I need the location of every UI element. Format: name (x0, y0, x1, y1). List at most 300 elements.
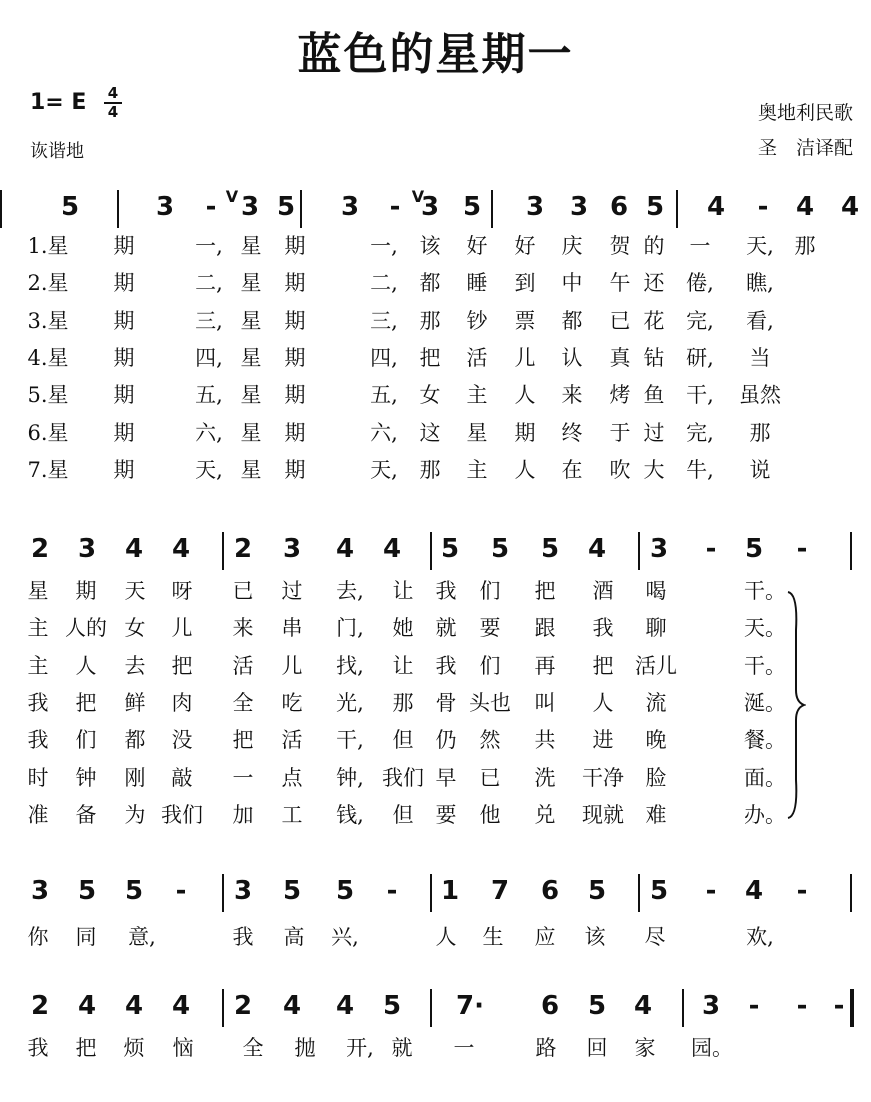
lyric-syllable: 五, (195, 383, 223, 408)
sustain-dash: - (705, 534, 717, 564)
lyric-syllable: 要 (479, 616, 501, 641)
lyric-syllable: 5.星 (27, 383, 69, 408)
lyric-syllable: 还 (643, 271, 665, 296)
lyric-syllable: 期 (284, 420, 306, 445)
lyric-syllable: 天, (195, 457, 223, 482)
lyric-syllable: 三, (370, 308, 398, 333)
note: 5 (649, 876, 669, 906)
lyric-syllable: 已 (609, 308, 631, 333)
note: 3 (77, 534, 97, 564)
lyric-syllable: 二, (195, 271, 223, 296)
lyric-syllable: 干。 (744, 579, 786, 603)
sustain-dash: - (748, 991, 760, 1021)
breath-mark: V (225, 187, 239, 206)
lyric-syllable: 我 (27, 1036, 49, 1060)
lyric-syllable: 都 (419, 271, 441, 296)
lyric-syllable: 期 (284, 383, 306, 408)
sustain-dash: - (833, 991, 845, 1021)
lyric-syllable: 高 (283, 925, 305, 949)
lyric-syllable: 人 (435, 925, 457, 949)
barline (222, 532, 224, 570)
lyric-syllable: 把 (171, 653, 193, 678)
barline (222, 989, 224, 1027)
note: 4 (282, 991, 302, 1021)
note: 5 (645, 192, 665, 222)
lyric-syllable: 路 (535, 1036, 557, 1060)
lyric-syllable: 把 (75, 690, 97, 715)
lyric-syllable: 烦 (123, 1036, 145, 1060)
lyric-syllable: 我 (27, 690, 49, 715)
lyric-syllable: 门, (336, 616, 364, 641)
lyric-syllable: 鱼 (643, 383, 665, 408)
lyric-syllable: 二, (370, 271, 398, 296)
lyric-syllable: 一, (370, 234, 398, 258)
note: 3 (525, 192, 545, 222)
lyric-syllable: 钻 (643, 345, 665, 370)
time-signature (104, 86, 122, 120)
note: 7 (490, 876, 510, 906)
lyric-syllable: 已 (479, 765, 501, 790)
lyric-syllable: 期 (113, 383, 135, 408)
lyric-syllable: 这 (419, 420, 441, 445)
lyric-syllable: 餐。 (744, 728, 786, 753)
lyric-syllable: 人 (592, 690, 614, 715)
sustain-dash: - (386, 876, 398, 906)
verse-brace (786, 590, 806, 820)
lyric-syllable: 星 (240, 271, 262, 296)
lyric-syllable: 期 (113, 420, 135, 445)
note: 3 (340, 192, 360, 222)
lyric-syllable: 那 (392, 690, 414, 715)
note: 5 (282, 876, 302, 906)
lyric-syllable: 园。 (691, 1036, 733, 1060)
lyric-syllable: 然 (479, 728, 501, 753)
lyric-syllable: 跟 (534, 616, 556, 641)
lyric-syllable: 开, (346, 1036, 374, 1060)
lyric-syllable: 活儿 (635, 653, 677, 678)
lyric-syllable: 人 (514, 457, 536, 482)
note: 3 (569, 192, 589, 222)
lyric-syllable: 回 (586, 1036, 608, 1060)
lyric-syllable: 过 (643, 420, 665, 445)
lyric-syllable: 你 (27, 925, 49, 949)
lyric-syllable: 期 (284, 308, 306, 333)
lyric-syllable: 把 (419, 345, 441, 370)
note: 3 (155, 192, 175, 222)
lyric-syllable: 中 (561, 271, 583, 296)
lyric-syllable: 一 (232, 765, 254, 790)
lyric-syllable: 我 (27, 728, 49, 753)
note: 4 (124, 534, 144, 564)
tempo-marking: 诙谐地 (30, 141, 84, 162)
note: 3 (420, 192, 440, 222)
barline (117, 190, 119, 228)
sustain-dash: - (796, 991, 808, 1021)
lyric-syllable: 骨 (435, 690, 457, 715)
lyric-syllable: 加 (232, 802, 254, 827)
sustain-dash: - (705, 876, 717, 906)
note: 3 (240, 192, 260, 222)
lyric-syllable: 天 (124, 579, 146, 603)
note: 2 (30, 534, 50, 564)
lyric-syllable: 研, (686, 345, 714, 370)
lyric-syllable: 仍 (435, 728, 457, 753)
note: 4 (171, 991, 191, 1021)
sustain-dash: - (796, 876, 808, 906)
lyric-syllable: 生 (482, 925, 504, 949)
lyric-syllable: 贺 (609, 234, 631, 258)
lyric-syllable: 全 (242, 1036, 264, 1060)
note: 3 (30, 876, 50, 906)
lyric-syllable: 人的 (65, 616, 107, 641)
lyric-syllable: 我们 (382, 765, 424, 790)
lyric-syllable: 把 (75, 1036, 97, 1060)
lyric-syllable: 天。 (744, 616, 786, 641)
barline (491, 190, 493, 228)
lyric-syllable: 同 (75, 925, 97, 949)
lyric-syllable: 家 (634, 1036, 656, 1060)
key-signature: 1= E (30, 90, 87, 115)
note: 5 (587, 876, 607, 906)
lyric-syllable: 六, (195, 420, 223, 445)
lyric-syllable: 尽 (644, 925, 666, 949)
lyric-syllable: 儿 (171, 616, 193, 641)
note: 4 (744, 876, 764, 906)
lyric-syllable: 活 (281, 728, 303, 753)
lyric-syllable: 串 (281, 616, 303, 641)
barline (638, 532, 640, 570)
lyric-syllable: 六, (370, 420, 398, 445)
note: 6 (540, 991, 560, 1021)
lyric-syllable: 星 (240, 345, 262, 370)
lyric-syllable: 已 (232, 579, 254, 603)
lyric-syllable: 期 (284, 345, 306, 370)
credit-origin: 奥地利民歌 (757, 102, 853, 124)
note: 5 (60, 192, 80, 222)
lyric-syllable: 但 (392, 728, 414, 753)
lyric-syllable: 女 (419, 383, 441, 408)
lyric-syllable: 兴, (331, 925, 359, 949)
note: 4 (335, 991, 355, 1021)
lyric-syllable: 面。 (744, 765, 786, 790)
note: 5 (440, 534, 460, 564)
note: 4 (633, 991, 653, 1021)
lyric-syllable: 睡 (466, 271, 488, 296)
note: 5 (587, 991, 607, 1021)
lyric-syllable: 把 (232, 728, 254, 753)
lyric-syllable: 牛, (686, 457, 714, 482)
final-barline (850, 989, 854, 1027)
lyric-syllable: 期 (113, 271, 135, 296)
lyric-syllable: 钱, (336, 802, 364, 827)
barline (0, 190, 2, 228)
lyric-syllable: 期 (75, 579, 97, 603)
lyric-syllable: 酒 (592, 579, 614, 603)
note: 2 (233, 534, 253, 564)
lyric-syllable: 钟 (75, 765, 97, 790)
lyric-syllable: 期 (284, 234, 306, 258)
note: 3 (701, 991, 721, 1021)
lyric-syllable: 把 (534, 579, 556, 603)
lyric-syllable: 主 (466, 457, 488, 482)
lyric-syllable: 那 (794, 234, 816, 258)
lyric-syllable: 五, (370, 383, 398, 408)
lyric-syllable: 活 (232, 653, 254, 678)
note: 5 (382, 991, 402, 1021)
lyric-syllable: 我 (435, 579, 457, 603)
note: 4 (795, 192, 815, 222)
lyric-syllable: 我 (435, 653, 457, 678)
lyric-syllable: 该 (419, 234, 441, 258)
lyric-syllable: 天, (370, 457, 398, 482)
lyric-syllable: 让 (392, 579, 414, 603)
lyric-syllable: 全 (232, 690, 254, 715)
lyric-syllable: 好 (466, 234, 488, 258)
lyric-syllable: 兑 (534, 802, 556, 827)
lyric-syllable: 叫 (534, 690, 556, 715)
lyric-syllable: 但 (392, 802, 414, 827)
lyric-syllable: 期 (284, 457, 306, 482)
lyric-syllable: 鲜 (124, 690, 146, 715)
lyric-syllable: 头也 (469, 690, 511, 715)
song-title: 蓝色的星期一 (297, 29, 574, 80)
lyric-syllable: 们 (479, 579, 501, 603)
lyric-syllable: 四, (195, 345, 223, 370)
lyric-syllable: 女 (124, 616, 146, 641)
note: 4 (124, 991, 144, 1021)
lyric-syllable: 备 (75, 802, 97, 827)
lyric-syllable: 期 (284, 271, 306, 296)
note: 3 (233, 876, 253, 906)
lyric-syllable: 恼 (172, 1036, 194, 1060)
lyric-syllable: 那 (419, 457, 441, 482)
lyric-syllable: 大 (643, 457, 665, 482)
lyric-syllable: 洗 (534, 765, 556, 790)
barline (676, 190, 678, 228)
lyric-syllable: 烤 (609, 383, 631, 408)
lyric-syllable: 准 (27, 802, 49, 827)
lyric-syllable: 票 (514, 308, 536, 333)
lyric-syllable: 2.星 (27, 271, 69, 296)
lyric-syllable: 在 (561, 457, 583, 482)
lyric-syllable: 刚 (124, 765, 146, 790)
sustain-dash: - (205, 192, 217, 222)
note: 5 (540, 534, 560, 564)
lyric-syllable: 花 (643, 308, 665, 333)
lyric-syllable: 我 (232, 925, 254, 949)
note: 2 (30, 991, 50, 1021)
lyric-syllable: 没 (171, 728, 193, 753)
note: 3 (649, 534, 669, 564)
barline (850, 874, 852, 912)
lyric-syllable: 时 (27, 765, 49, 790)
lyric-syllable: 真 (609, 345, 631, 370)
lyric-syllable: 说 (749, 457, 771, 482)
barline (300, 190, 302, 228)
barline (850, 532, 852, 570)
lyric-syllable: 看, (746, 308, 774, 333)
lyric-syllable: 1.星 (27, 234, 69, 258)
lyric-syllable: 主 (466, 383, 488, 408)
lyric-syllable: 就 (391, 1036, 413, 1060)
note: 1 (440, 876, 460, 906)
lyric-syllable: 一 (689, 234, 711, 258)
note: 5 (462, 192, 482, 222)
lyric-syllable: 活 (466, 345, 488, 370)
lyric-syllable: 要 (435, 802, 457, 827)
note: 6 (540, 876, 560, 906)
barline (430, 989, 432, 1027)
lyric-syllable: 期 (113, 308, 135, 333)
lyric-syllable: 再 (534, 653, 556, 678)
lyric-syllable: 星 (240, 308, 262, 333)
breath-mark: V (411, 187, 425, 206)
lyric-syllable: 期 (113, 234, 135, 258)
lyric-syllable: 光, (336, 690, 364, 715)
note: 5 (276, 192, 296, 222)
lyric-syllable: 一, (195, 234, 223, 258)
lyric-syllable: 把 (592, 653, 614, 678)
lyric-syllable: 让 (392, 653, 414, 678)
time-signature-top: 4 (107, 84, 119, 102)
lyric-syllable: 终 (561, 420, 583, 445)
lyric-syllable: 涎。 (744, 690, 786, 715)
lyric-syllable: 早 (435, 765, 457, 790)
lyric-syllable: 进 (592, 728, 614, 753)
barline (430, 874, 432, 912)
lyric-syllable: 点 (281, 765, 303, 790)
lyric-syllable: 干, (336, 728, 364, 753)
lyric-syllable: 午 (609, 271, 631, 296)
lyric-syllable: 期 (113, 345, 135, 370)
lyric-syllable: 7.星 (27, 457, 69, 482)
lyric-syllable: 星 (27, 579, 49, 603)
lyric-syllable: 来 (561, 383, 583, 408)
lyric-syllable: 工 (281, 802, 303, 827)
lyric-syllable: 们 (75, 728, 97, 753)
lyric-syllable: 为 (124, 802, 146, 827)
barline (638, 874, 640, 912)
barline (222, 874, 224, 912)
lyric-syllable: 倦, (686, 271, 714, 296)
sustain-dash: - (175, 876, 187, 906)
lyric-syllable: 找, (336, 653, 364, 678)
note: 6 (609, 192, 629, 222)
lyric-syllable: 难 (645, 802, 667, 827)
note: 4 (77, 991, 97, 1021)
lyric-syllable: 吹 (609, 457, 631, 482)
lyric-syllable: 干净 (582, 765, 624, 790)
lyric-syllable: 的 (643, 234, 665, 258)
lyric-syllable: 应 (534, 925, 556, 949)
lyric-syllable: 欢, (746, 925, 774, 949)
lyric-syllable: 三, (195, 308, 223, 333)
lyric-syllable: 他 (479, 802, 501, 827)
lyric-syllable: 都 (124, 728, 146, 753)
lyric-syllable: 就 (435, 616, 457, 641)
lyric-syllable: 四, (370, 345, 398, 370)
note: 4 (840, 192, 860, 222)
barline (682, 989, 684, 1027)
lyric-syllable: 儿 (514, 345, 536, 370)
lyric-syllable: 主 (27, 616, 49, 641)
lyric-syllable: 完, (686, 420, 714, 445)
sustain-dash: - (796, 534, 808, 564)
lyric-syllable: 过 (281, 579, 303, 603)
lyric-syllable: 肉 (171, 690, 193, 715)
sustain-dash: - (757, 192, 769, 222)
note: 4 (171, 534, 191, 564)
lyric-syllable: 人 (75, 653, 97, 678)
lyric-syllable: 期 (113, 457, 135, 482)
lyric-syllable: 钟, (336, 765, 364, 790)
lyric-syllable: 现就 (582, 802, 624, 827)
lyric-syllable: 庆 (561, 234, 583, 258)
lyric-syllable: 瞧, (746, 271, 774, 296)
lyric-syllable: 干。 (744, 653, 786, 678)
lyric-syllable: 吃 (281, 690, 303, 715)
note: 3 (282, 534, 302, 564)
lyric-syllable: 晚 (645, 728, 667, 753)
lyric-syllable: 3.星 (27, 308, 69, 333)
lyric-syllable: 们 (479, 653, 501, 678)
lyric-syllable: 去 (124, 653, 146, 678)
lyric-syllable: 意, (128, 925, 156, 949)
lyric-syllable: 来 (232, 616, 254, 641)
lyric-syllable: 一 (453, 1036, 475, 1060)
lyric-syllable: 那 (749, 420, 771, 445)
note: 5 (490, 534, 510, 564)
time-signature-bottom: 4 (107, 103, 119, 121)
sustain-dash: - (389, 192, 401, 222)
note: 4 (706, 192, 726, 222)
lyric-syllable: 期 (514, 420, 536, 445)
note: 5 (124, 876, 144, 906)
lyric-syllable: 办。 (744, 802, 786, 827)
note: 4 (382, 534, 402, 564)
lyric-syllable: 喝 (645, 579, 667, 603)
note: 7· (456, 991, 484, 1021)
lyric-syllable: 完, (686, 308, 714, 333)
lyric-syllable: 聊 (645, 616, 667, 641)
lyric-syllable: 她 (392, 616, 414, 641)
lyric-syllable: 星 (466, 420, 488, 445)
lyric-syllable: 人 (514, 383, 536, 408)
note: 5 (77, 876, 97, 906)
lyric-syllable: 于 (609, 420, 631, 445)
lyric-syllable: 我们 (161, 802, 203, 827)
note: 4 (335, 534, 355, 564)
lyric-syllable: 星 (240, 457, 262, 482)
lyric-syllable: 那 (419, 308, 441, 333)
lyric-syllable: 虽然 (739, 383, 781, 408)
lyric-syllable: 认 (561, 345, 583, 370)
lyric-syllable: 到 (514, 271, 536, 296)
barline (430, 532, 432, 570)
lyric-syllable: 星 (240, 420, 262, 445)
lyric-syllable: 共 (534, 728, 556, 753)
credit-translator: 圣 洁译配 (757, 137, 853, 159)
lyric-syllable: 都 (561, 308, 583, 333)
lyric-syllable: 流 (645, 690, 667, 715)
lyric-syllable: 当 (749, 345, 771, 370)
lyric-syllable: 星 (240, 234, 262, 258)
lyric-syllable: 4.星 (27, 345, 69, 370)
note: 2 (233, 991, 253, 1021)
note: 4 (587, 534, 607, 564)
lyric-syllable: 呀 (171, 579, 193, 603)
lyric-syllable: 主 (27, 653, 49, 678)
